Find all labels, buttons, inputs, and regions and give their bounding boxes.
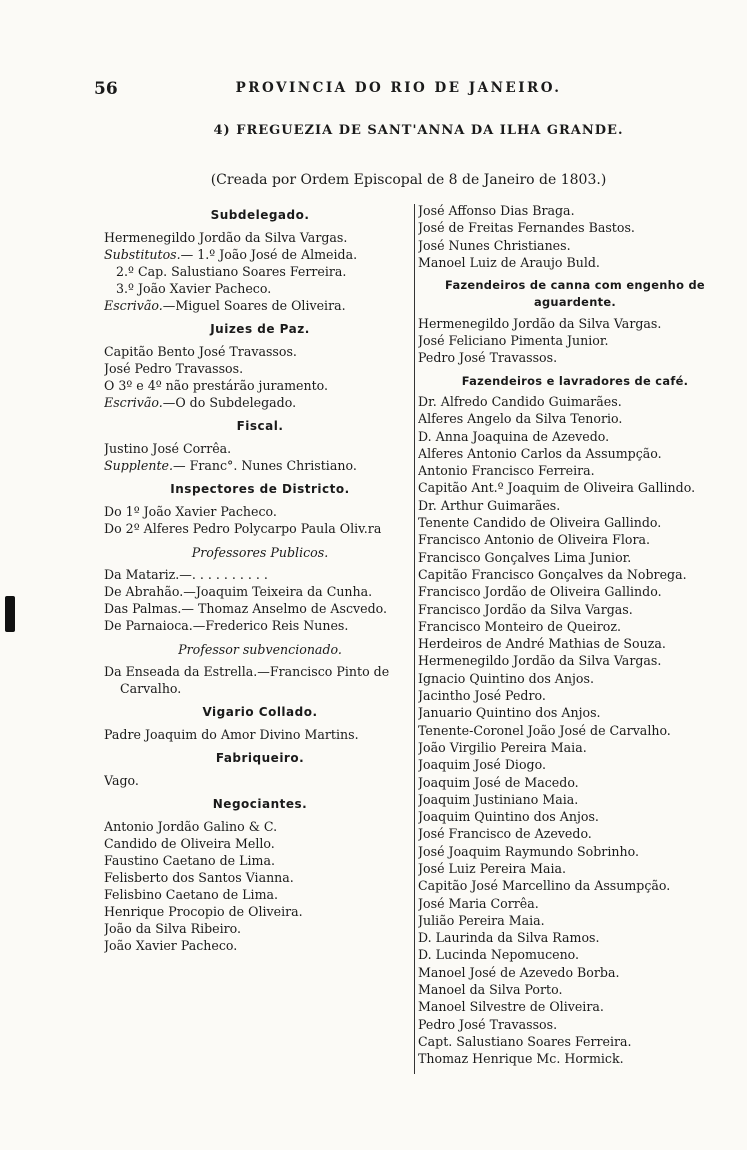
running-head: PROVINCIA DO RIO DE JANEIRO. bbox=[235, 80, 562, 96]
list-item: Capt. Salustiano Soares Ferreira. bbox=[418, 1033, 632, 1049]
list-item: João Xavier Pacheco. bbox=[104, 938, 238, 953]
fiscal-name: Justino José Corrêa. bbox=[104, 441, 232, 456]
negociantes-list bbox=[104, 818, 416, 954]
juiz-2: José Pedro Travassos. bbox=[104, 361, 244, 376]
list-item: Joaquim José Diogo. bbox=[418, 757, 546, 773]
parish-subtitle: (Creada por Ordem Episcopal de 8 de Janeiro de 1803.) bbox=[210, 172, 607, 188]
list-item: Manoel Silvestre de Oliveira. bbox=[418, 999, 604, 1015]
list-item: José Francisco de Azevedo. bbox=[418, 826, 592, 842]
list-item: Felisberto dos Santos Vianna. bbox=[104, 870, 294, 885]
list-item: Manoel da Silva Porto. bbox=[418, 982, 563, 998]
list-item: Francisco Gonçalves Lima Junior. bbox=[418, 549, 632, 565]
list-item: José Joaquim Raymundo Sobrinho. bbox=[418, 843, 639, 859]
vigario-name: Padre Joaquim do Amor Divino Martins. bbox=[104, 727, 359, 742]
list-item: D. Laurinda da Silva Ramos. bbox=[418, 930, 600, 946]
supplente-label: Supplente.— bbox=[104, 458, 186, 473]
list-item: Joaquim José de Macedo. bbox=[418, 774, 579, 790]
list-item: Tenente-Coronel João José de Carvalho. bbox=[418, 722, 671, 738]
list-item: Hermenegildo Jordão da Silva Vargas. bbox=[418, 653, 662, 669]
list-item: Pedro José Travassos. bbox=[418, 350, 558, 366]
left-column bbox=[104, 207, 416, 954]
professor-parnaioca: De Parnaioca.—Frederico Reis Nunes. bbox=[104, 618, 349, 633]
escrivao-line bbox=[104, 297, 416, 314]
list-item: Felisbino Caetano de Lima. bbox=[104, 887, 279, 902]
list-item: Joaquim Justiniano Maia. bbox=[418, 791, 579, 807]
list-item: José de Freitas Fernandes Bastos. bbox=[418, 220, 635, 236]
supplente-name: Franc°. Nunes Christiano. bbox=[189, 458, 357, 473]
list-item: Manoel Luiz de Araujo Buld. bbox=[418, 254, 600, 270]
list-item: José Maria Corrêa. bbox=[418, 895, 539, 911]
list-item: Alferes Angelo da Silva Tenorio. bbox=[418, 411, 623, 427]
professor-matariz: Da Matariz.—. . . . . . . . . . bbox=[104, 567, 268, 582]
juizes-heading: Juizes de Paz. bbox=[210, 322, 310, 336]
list-item: Julião Pereira Maia. bbox=[418, 912, 545, 928]
list-item: Francisco Antonio de Oliveira Flora. bbox=[418, 532, 651, 548]
list-item: D. Lucinda Nepomuceno. bbox=[418, 947, 580, 963]
cafe-heading: Fazendeiros e lavradores de café. bbox=[461, 373, 689, 388]
subvencionado-heading: Professor subvencionado. bbox=[178, 642, 342, 657]
engenho-list bbox=[418, 315, 732, 367]
juiz-1: Capitão Bento José Travassos. bbox=[104, 344, 297, 359]
list-item: Hermenegildo Jordão da Silva Vargas. bbox=[418, 315, 662, 331]
negociantes-heading: Negociantes. bbox=[212, 797, 308, 811]
fabriqueiro-heading: Fabriqueiro. bbox=[215, 751, 305, 765]
cafe-list bbox=[418, 393, 732, 1068]
vigario-heading: Vigario Collado. bbox=[202, 705, 318, 719]
list-item: Antonio Jordão Galino & C. bbox=[104, 819, 278, 834]
juizes-escrivao-value: O do Subdelegado. bbox=[175, 395, 297, 410]
margin-mark bbox=[5, 596, 15, 632]
escrivao-name: Miguel Soares de Oliveira. bbox=[175, 298, 346, 313]
professor-enseada: Da Enseada da Estrella.—Francisco Pinto de Carvalho. bbox=[104, 664, 390, 696]
list-item: Herdeiros de André Mathias de Souza. bbox=[418, 636, 666, 652]
negociantes-list-cont bbox=[418, 202, 732, 271]
list-item: Manoel José de Azevedo Borba. bbox=[418, 964, 620, 980]
engenho-heading: Fazendeiros de canna com engenho de aguardente. bbox=[445, 278, 705, 310]
escrivao-label: Escrivão.— bbox=[104, 298, 176, 313]
list-item: João da Silva Ribeiro. bbox=[104, 921, 242, 936]
list-item: Candido de Oliveira Mello. bbox=[104, 836, 275, 851]
list-item: Jacintho José Pedro. bbox=[418, 688, 546, 704]
list-item: João Virgilio Pereira Maia. bbox=[418, 739, 587, 755]
inspector-2: Do 2º Alferes Pedro Polycarpo Paula Oliv.ra bbox=[104, 521, 382, 536]
list-item: D. Anna Joaquina de Azevedo. bbox=[418, 428, 610, 444]
substituto-3: 3.º João Xavier Pacheco. bbox=[116, 281, 272, 296]
supplente-line bbox=[104, 457, 416, 474]
juiz-note: O 3º e 4º não prestárão juramento. bbox=[104, 378, 329, 393]
list-item: Capitão Francisco Gonçalves da Nobrega. bbox=[418, 566, 687, 582]
list-item: Januario Quintino dos Anjos. bbox=[418, 705, 601, 721]
list-item: José Luiz Pereira Maia. bbox=[418, 860, 567, 876]
subdelegado-heading: Subdelegado. bbox=[210, 208, 310, 222]
list-item: Dr. Arthur Guimarães. bbox=[418, 497, 561, 513]
list-item: Pedro José Travassos. bbox=[418, 1016, 558, 1032]
list-item: Ignacio Quintino dos Anjos. bbox=[418, 670, 594, 686]
substituto-2: 2.º Cap. Salustiano Soares Ferreira. bbox=[116, 264, 347, 279]
parish-title: 4) FREGUEZIA DE SANT'ANNA DA ILHA GRANDE. bbox=[213, 123, 624, 138]
fabriqueiro-value: Vago. bbox=[104, 773, 139, 788]
list-item: Henrique Procopio de Oliveira. bbox=[104, 904, 303, 919]
list-item: Joaquim Quintino dos Anjos. bbox=[418, 809, 599, 825]
substituto-1: 1.º João José de Almeida. bbox=[197, 247, 358, 262]
fiscal-heading: Fiscal. bbox=[236, 419, 284, 433]
page-number: 56 bbox=[94, 79, 118, 99]
professor-abrahao: De Abrahão.—Joaquim Teixeira da Cunha. bbox=[104, 584, 373, 599]
list-item: Thomaz Henrique Mc. Hormick. bbox=[418, 1051, 624, 1067]
list-item: Tenente Candido de Oliveira Gallindo. bbox=[418, 515, 662, 531]
right-column bbox=[418, 202, 732, 1068]
substitutos-line bbox=[104, 246, 416, 263]
list-item: Francisco Monteiro de Queiroz. bbox=[418, 618, 621, 634]
list-item: Francisco Jordão da Silva Vargas. bbox=[418, 601, 633, 617]
substitutos-label: Substitutos.— bbox=[104, 247, 194, 262]
list-item: Antonio Francisco Ferreira. bbox=[418, 463, 595, 479]
list-item: José Feliciano Pimenta Junior. bbox=[418, 333, 609, 349]
professor-palmas: Das Palmas.— Thomaz Anselmo de Ascvedo. bbox=[104, 601, 388, 616]
professores-heading: Professores Publicos. bbox=[191, 545, 329, 560]
juizes-escrivao-line bbox=[104, 394, 416, 411]
list-item: José Affonso Dias Braga. bbox=[418, 203, 575, 218]
subdelegado-name: Hermenegildo Jordão da Silva Vargas. bbox=[104, 230, 348, 245]
list-item: Faustino Caetano de Lima. bbox=[104, 853, 275, 868]
list-item: Dr. Alfredo Candido Guimarães. bbox=[418, 393, 622, 409]
inspectores-heading: Inspectores de Districto. bbox=[170, 482, 350, 496]
list-item: Alferes Antonio Carlos da Assumpção. bbox=[418, 445, 662, 461]
list-item: Capitão Ant.º Joaquim de Oliveira Gallindo. bbox=[418, 480, 696, 496]
juizes-escrivao-label: Escrivão.— bbox=[104, 395, 176, 410]
inspector-1: Do 1º João Xavier Pacheco. bbox=[104, 504, 277, 519]
list-item: Francisco Jordão de Oliveira Gallindo. bbox=[418, 584, 662, 600]
list-item: José Nunes Christianes. bbox=[418, 237, 571, 253]
list-item: Capitão José Marcellino da Assumpção. bbox=[418, 878, 671, 894]
